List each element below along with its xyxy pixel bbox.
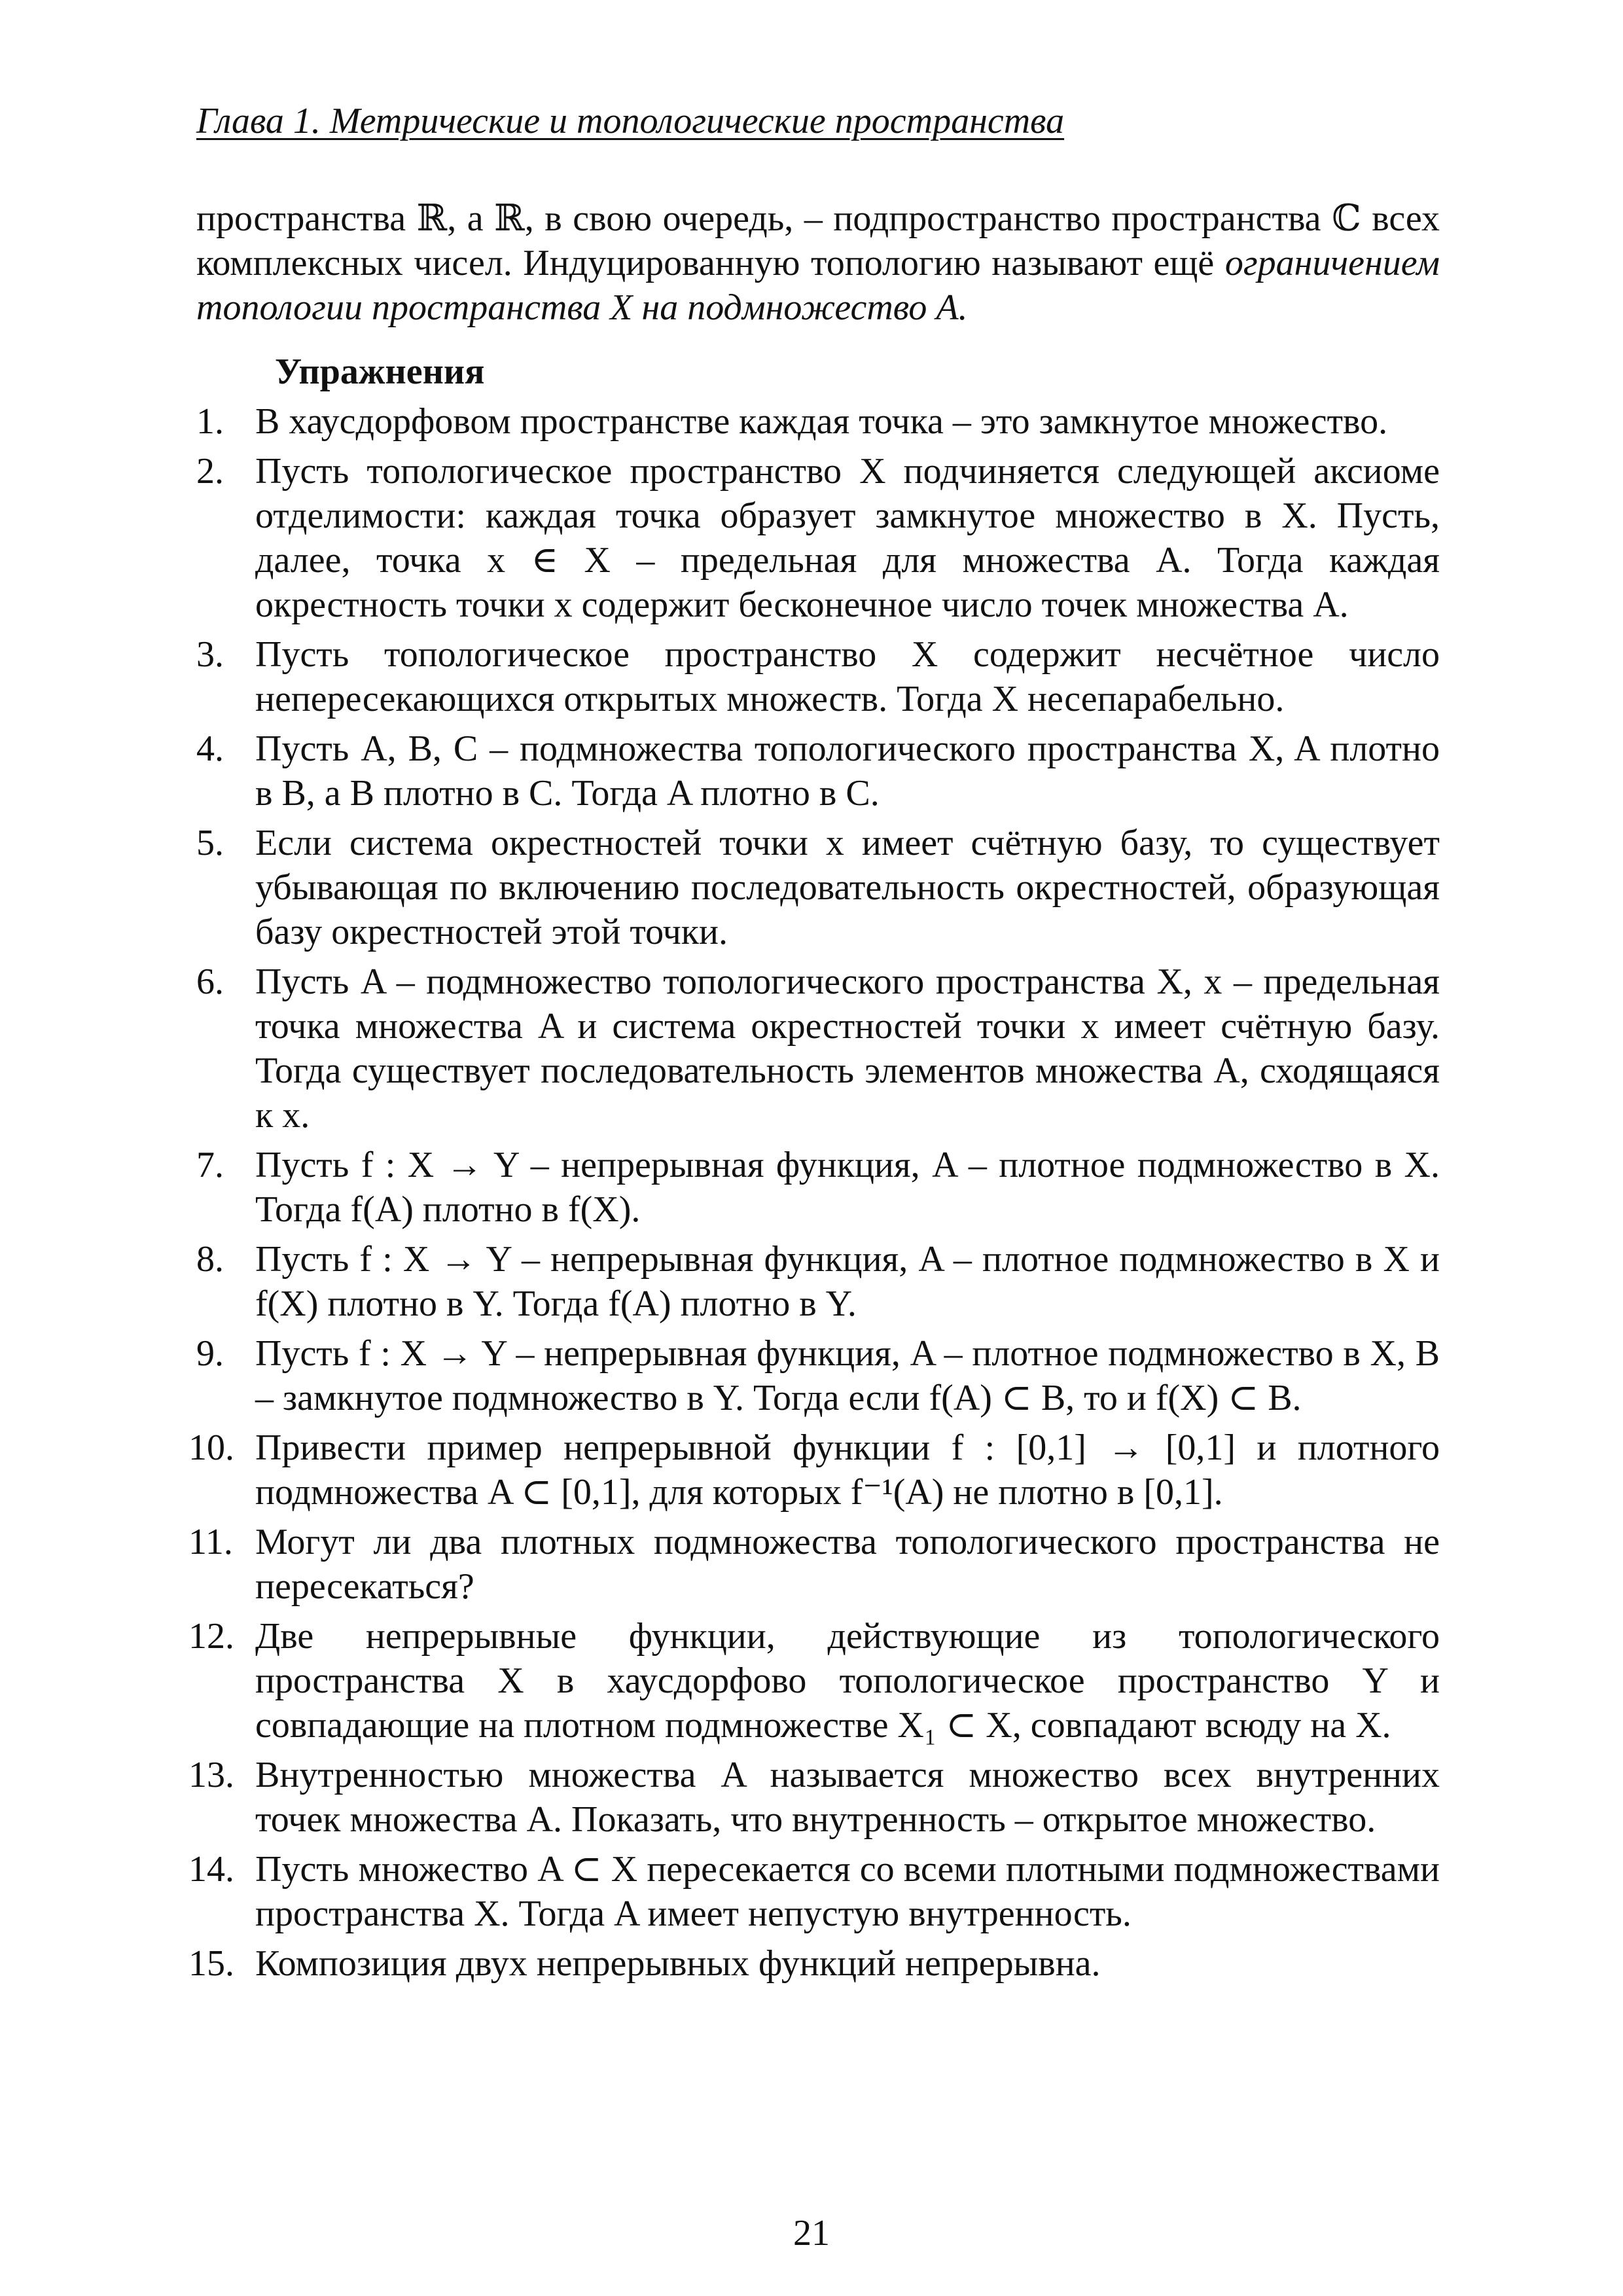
exercise-text: Внутренностью множества A называется множество всех внутренних точек множества A. Показать, что внутренность – открытое множество. bbox=[255, 1755, 1440, 1840]
exercise-text: Привести пример непрерывной функции f : [0,1] → [0,1] и плотного подмножества A ⊂ [0,1], для которых f⁻¹(A) не плотно в [0,1]. bbox=[255, 1427, 1440, 1513]
exercise-item bbox=[196, 399, 1440, 444]
exercise-text: Пусть f : X → Y – непрерывная функция, A – плотное подмножество в X, B – замкнутое подмножество в Y. Тогда если f(A) ⊂ B, то и f(X) ⊂ B. bbox=[255, 1333, 1440, 1418]
exercise-text: Пусть A – подмножество топологического пространства X, x – предельная точка множества A и система окрестностей точки x имеет счётную базу. Тогда существует последовательность элементов множества A, сходящаяся к x. bbox=[255, 961, 1440, 1136]
exercise-number: 11. bbox=[188, 1522, 233, 1562]
exercise-text: Могут ли два плотных подмножества топологического пространства не пересекаться? bbox=[255, 1522, 1440, 1607]
exercise-text: Пусть A, B, C – подмножества топологического пространства X, A плотно в B, а B плотно в C. Тогда A плотно в C. bbox=[255, 728, 1440, 814]
exercise-number: 3. bbox=[196, 634, 224, 675]
exercise-text: Пусть топологическое пространство X содержит несчётное число непересекающихся открытых множеств. Тогда X несепарабельно. bbox=[255, 634, 1440, 719]
intro-line-2: всех комплексных чисел. Индуцированную топологию называют ещё bbox=[196, 198, 1440, 283]
intro-line-2-italic: ограничением топологии пространства X на подмножество A. bbox=[196, 243, 1440, 328]
running-header: Глава 1. Метрические и топологические пространства bbox=[196, 101, 1065, 141]
exercise-item bbox=[196, 821, 1440, 954]
exercise-text: Пусть f : X → Y – непрерывная функция, A – плотное подмножество в X. Тогда f(A) плотно в f(X). bbox=[255, 1145, 1440, 1230]
exercise-number: 9. bbox=[196, 1333, 224, 1374]
exercise-number: 15. bbox=[188, 1943, 234, 1984]
exercise-number: 6. bbox=[196, 961, 224, 1002]
exercise-item bbox=[196, 1331, 1440, 1420]
exercise-text: Если система окрестностей точки x имеет счётную базу, то существует убывающая по включению последовательность окрестностей, образующая базу окрестностей этой точки. bbox=[255, 823, 1440, 952]
exercise-item bbox=[196, 960, 1440, 1138]
page-body bbox=[188, 196, 1440, 1986]
exercise-text: В хаусдорфовом пространстве каждая точка – это замкнутое множество. bbox=[255, 401, 1388, 442]
exercise-number: 2. bbox=[196, 451, 224, 492]
exercise-number: 10. bbox=[188, 1427, 234, 1468]
intro-line-1: пространства ℝ, а ℝ, в свою очередь, – подпространство пространства ℂ bbox=[196, 198, 1361, 239]
exercise-item bbox=[196, 1143, 1440, 1232]
exercise-number: 13. bbox=[188, 1755, 234, 1795]
exercise-item bbox=[196, 726, 1440, 816]
page-number: 21 bbox=[793, 2213, 830, 2253]
exercise-item bbox=[188, 1941, 1440, 1986]
exercise-text: Композиция двух непрерывных функций непрерывна. bbox=[255, 1943, 1101, 1984]
exercise-item bbox=[188, 1753, 1440, 1842]
exercise-item bbox=[188, 1847, 1440, 1936]
exercise-list bbox=[188, 399, 1440, 1986]
exercise-text: Пусть множество A ⊂ X пересекается со всеми плотными подмножествами пространства X. Тогда A имеет непустую внутренность. bbox=[255, 1849, 1440, 1934]
exercise-number: 14. bbox=[188, 1849, 234, 1890]
exercise-item bbox=[196, 1237, 1440, 1326]
exercise-text: Пусть топологическое пространство X подчиняется следующей аксиоме отделимости: каждая точка образует замкнутое множество в X. Пусть, далее, точка x ∈ X – предельная для множества A. Тогда каждая окрестность точки x содержит бесконечное число точек множества A. bbox=[255, 451, 1440, 625]
exercise-number: 12. bbox=[188, 1616, 234, 1657]
exercise-number: 5. bbox=[196, 823, 224, 863]
exercise-number: 4. bbox=[196, 728, 224, 769]
exercise-text: Две непрерывные функции, действующие из топологического пространства X в хаусдорфово топологическое пространство Y и совпадающие на плотном подмножестве X₁ ⊂ X, совпадают всюду на X. bbox=[255, 1616, 1440, 1746]
exercise-item bbox=[188, 1520, 1440, 1609]
exercise-number: 8. bbox=[196, 1239, 224, 1280]
exercises-heading: Упражнения bbox=[275, 351, 485, 392]
exercise-item bbox=[196, 632, 1440, 721]
exercise-item bbox=[188, 1426, 1440, 1515]
intro-paragraph bbox=[196, 196, 1440, 330]
exercise-text: Пусть f : X → Y – непрерывная функция, A – плотное подмножество в X и f(X) плотно в Y. Тогда f(A) плотно в Y. bbox=[255, 1239, 1440, 1324]
exercise-number: 7. bbox=[196, 1145, 224, 1185]
exercise-item bbox=[196, 449, 1440, 627]
exercise-item bbox=[188, 1614, 1440, 1748]
exercise-number: 1. bbox=[196, 401, 224, 442]
